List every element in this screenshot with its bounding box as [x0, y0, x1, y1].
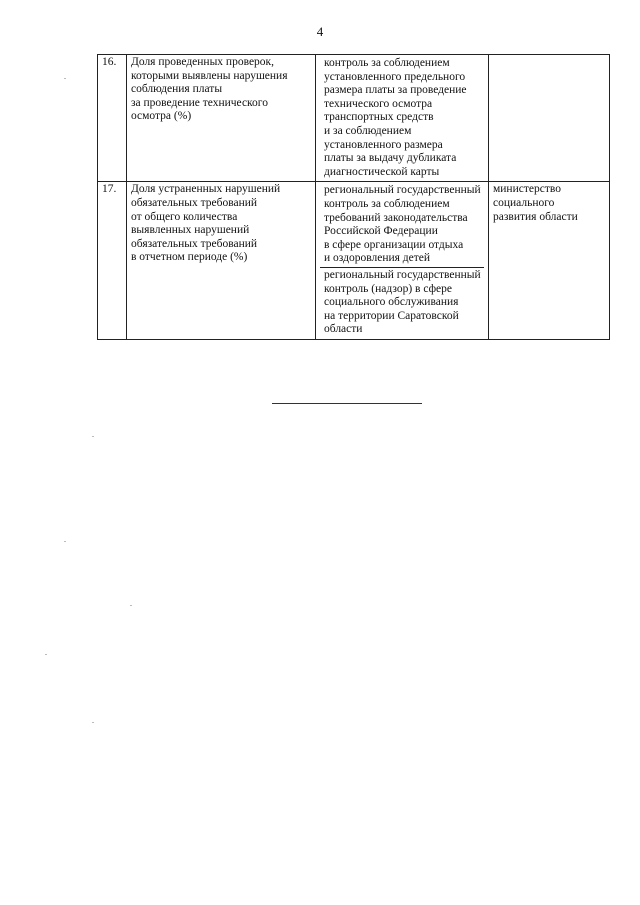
- scan-speck: [130, 605, 132, 606]
- control-type-block: [320, 56, 484, 180]
- control-type-line: транспортных средств: [324, 111, 434, 124]
- indicator-name-line: выявленных нарушений: [131, 224, 250, 237]
- indicator-name-line: которыми выявлены нарушения: [131, 69, 288, 82]
- scan-speck: [92, 722, 94, 723]
- control-type-cell: [316, 182, 489, 340]
- control-type-line: на территории Саратовской: [324, 309, 459, 322]
- scan-speck: [45, 654, 47, 655]
- end-of-document-rule: [272, 403, 422, 404]
- responsible-authority-cell: [489, 182, 610, 340]
- indicators-table: [97, 54, 610, 340]
- control-type-line: контроль за соблюдением: [324, 57, 450, 69]
- indicator-name-line: Доля устраненных нарушений: [131, 183, 281, 196]
- control-type-line: социального обслуживания: [324, 296, 459, 309]
- control-type-line: технического осмотра: [324, 97, 433, 110]
- control-type-line: установленного предельного: [324, 70, 466, 83]
- responsible-authority-line: министерство: [493, 183, 561, 196]
- control-type-line: установленного размера: [324, 138, 443, 151]
- control-type-line: и оздоровления детей: [324, 252, 431, 265]
- control-type-line: диагностической карты: [324, 165, 440, 178]
- control-type-line: в сфере организации отдыха: [324, 238, 464, 251]
- indicator-name-cell: [127, 55, 316, 182]
- indicator-name-line: в отчетном периоде (%): [131, 251, 248, 264]
- scan-speck: [64, 541, 66, 542]
- control-type-line: контроль за соблюдением: [324, 197, 450, 210]
- table-row: [98, 55, 610, 182]
- control-type-block: [320, 183, 484, 267]
- responsible-authority-line: социального: [493, 196, 555, 209]
- responsible-authority-cell: [489, 55, 610, 182]
- indicator-name-line: соблюдения платы: [131, 83, 223, 96]
- control-type-line: размера платы за проведение: [324, 84, 467, 97]
- control-type-line: Российской Федерации: [324, 225, 438, 238]
- indicator-name-line: Доля проведенных проверок,: [131, 56, 275, 68]
- indicator-name-line: обязательных требований: [131, 196, 258, 209]
- indicator-name-line: от общего количества: [131, 210, 238, 223]
- table-row: [98, 182, 610, 340]
- indicator-name-cell: [127, 182, 316, 340]
- scan-speck: [92, 436, 94, 437]
- indicator-name-line: обязательных требований: [131, 237, 258, 250]
- row-number: 16.: [98, 55, 127, 182]
- control-type-line: региональный государственный: [324, 268, 481, 281]
- page-number: 4: [316, 24, 324, 39]
- control-type-line: платы за выдачу дубликата: [324, 152, 457, 165]
- table-body: [98, 55, 610, 340]
- control-type-line: контроль (надзор) в сфере: [324, 282, 452, 295]
- control-type-line: и за соблюдением: [324, 124, 412, 137]
- control-type-line: региональный государственный: [324, 184, 481, 197]
- control-type-line: области: [324, 323, 363, 336]
- scan-speck: [64, 78, 66, 79]
- indicator-name-line: за проведение технического: [131, 96, 268, 109]
- row-number: 17.: [98, 182, 127, 340]
- control-type-line: требований законодательства: [324, 211, 468, 224]
- responsible-authority-line: развития области: [493, 210, 578, 223]
- indicator-name-line: осмотра (%): [131, 110, 192, 123]
- control-type-block: [320, 267, 484, 338]
- control-type-cell: [316, 55, 489, 182]
